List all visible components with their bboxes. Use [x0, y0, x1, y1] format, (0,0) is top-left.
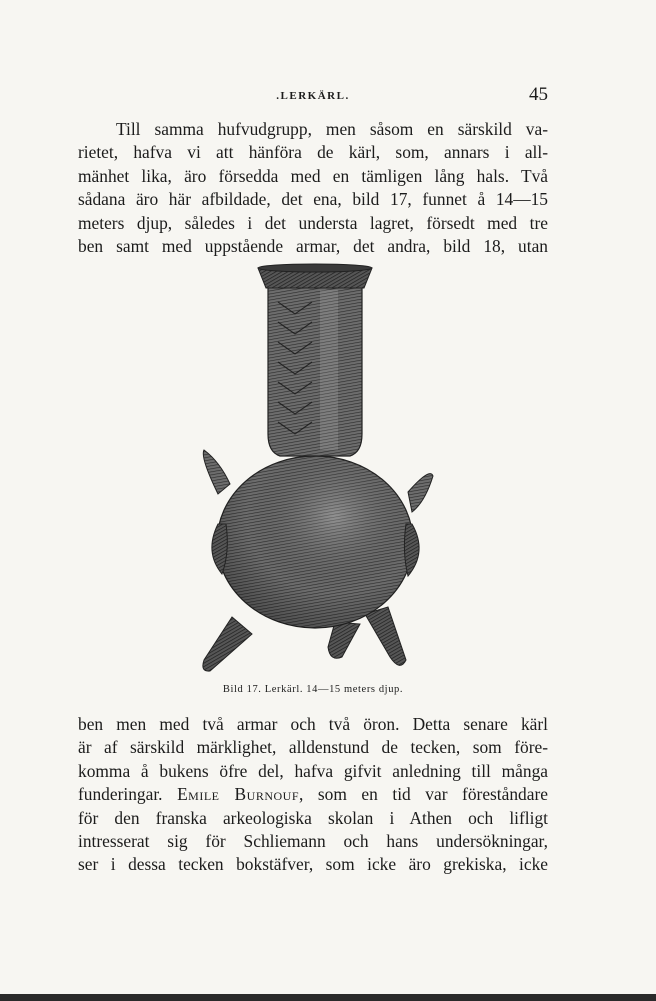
text-line: ben samt med uppstående armar, det andra, bild 18, utan — [78, 236, 548, 257]
text-line: rietet, hafva vi att hänföra de kärl, som, annars i all- — [78, 142, 548, 163]
text-line: intresserat sig för Schliemann och hans undersökningar, — [78, 831, 548, 852]
text-line: ben men med två armar och två öron. Detta senare kärl — [78, 714, 548, 734]
text-line: Till samma hufvudgrupp, men såsom en särskild va- — [116, 119, 548, 139]
page-number: 45 — [529, 84, 548, 105]
running-head: .LERKÄRL. — [276, 90, 350, 102]
text-line: för den franska arkeologiska skolan i Athen och lifligt — [78, 807, 548, 828]
text-fragment: funderingar. — [78, 784, 163, 805]
text-line: mänhet lika, äro försedda med en tämligen lång hals. Två — [78, 165, 548, 186]
paragraph-2 — [78, 713, 548, 877]
text-fragment: , som en tid var föreståndare — [299, 784, 548, 805]
tripod-vessel-engraving-icon — [190, 262, 440, 684]
text-line: ser i dessa tecken bokstäfver, som icke äro grekiska, icke — [78, 854, 548, 875]
text-line — [78, 783, 548, 806]
paragraph-1 — [78, 118, 548, 258]
text-line: sådana äro här afbildade, det ena, bild 17, funnet å 14—15 — [78, 189, 548, 210]
person-name: Emile Burnouf — [177, 784, 299, 805]
figure-caption: Bild 17. Lerkärl. 14—15 meters djup. — [222, 684, 404, 695]
text-line: meters djup, således i det understa lagret, försedt med tre — [78, 212, 548, 233]
figure-vessel — [190, 262, 440, 684]
text-line: är af särskild märklighet, alldenstund de tecken, som före- — [78, 737, 548, 758]
text-line: komma å bukens öfre del, hafva gifvit anledning till många — [78, 760, 548, 781]
page-header — [78, 84, 548, 110]
page-edge-shadow — [0, 994, 656, 1001]
